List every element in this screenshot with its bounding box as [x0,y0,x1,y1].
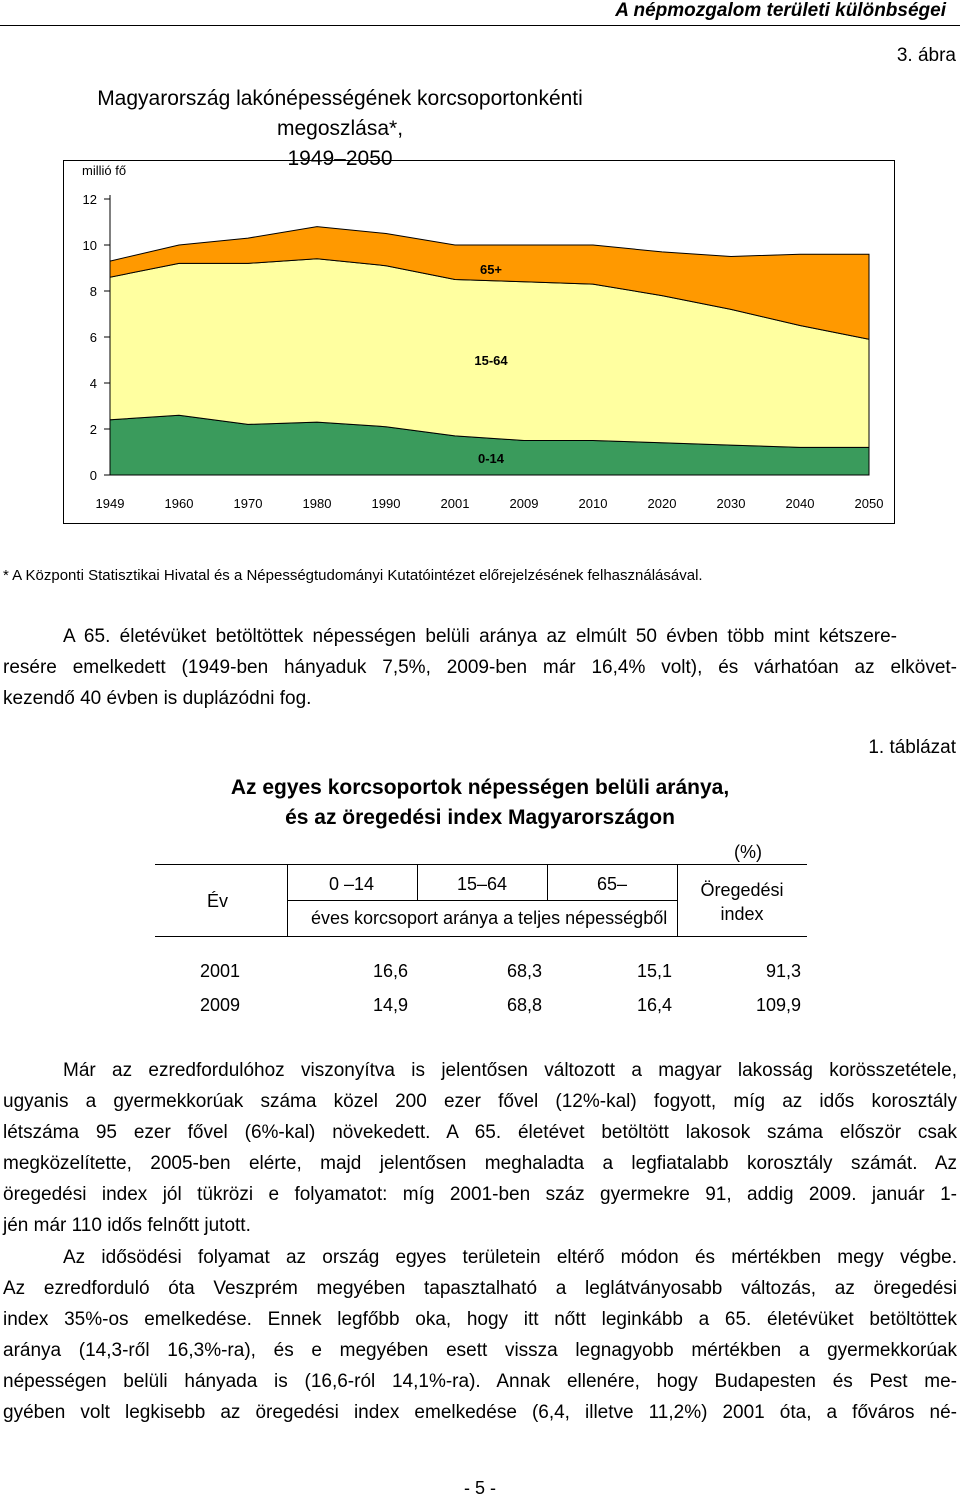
table-header-rule [155,936,807,937]
table-header-sub: éves korcsoport aránya a teljes népességből [311,908,668,928]
table-cell: 68,3 [506,961,542,981]
table-header-index-line1: Öregedési [700,880,784,900]
x-tick-label: 2020 [647,496,677,511]
chart-frame [63,160,895,524]
table-top-rule [155,864,807,865]
x-tick-label: 2009 [509,496,539,511]
paragraph-3-line: népességen belüli hányada is (16,6-ról 14,1%-ra). Annak ellenére, hogy Budapesten és Pest me- [3,1371,957,1392]
paragraph-1-line: kezendő 40 évben is duplázódni fog. [3,688,312,709]
table-title-line2: és az öregedési index Magyarországon [285,806,675,829]
x-tick-label: 1980 [302,496,332,511]
paragraph-3 [63,1242,957,1273]
paragraph-2-line: létszáma 95 ezer fővel (6%-kal) növekedett. A 65. életévet betöltött lakosok száma először csak [3,1122,957,1143]
table-number: 1. táblázat [868,737,956,758]
table-title [180,773,780,833]
paragraph-1-cont [3,652,957,714]
y-tick-label: 10 [82,238,97,253]
paragraph-2-line: Már az ezredfordulóhoz viszonyítva is jelentősen változott a magyar lakosság korösszetétele, [63,1060,957,1081]
table-unit: (%) [734,842,762,862]
table-header-index-line2: index [720,904,764,924]
x-tick-label: 1960 [164,496,194,511]
table-sub-rule [287,900,677,901]
header-rule [0,25,960,26]
paragraph-1-line: resére emelkedett (1949-ben hányaduk 7,5%, 2009-ben már 16,4% volt), és várhatóan az elkövet- [3,657,957,678]
table-header-index [678,878,806,926]
y-tick-label: 6 [89,330,97,345]
y-axis-label: millió fő [82,163,127,178]
table-vrule-4 [677,864,678,936]
x-tick-label: 2010 [578,496,608,511]
table-cell: 109,9 [755,995,801,1015]
paragraph-3-line: Az idősödési folyamat az ország egyes területein eltérő módon és mértékben megy végbe. [63,1247,957,1268]
paragraph-1-line: A 65. életévüket betöltöttek népességen belüli aránya az elmúlt 50 évben több mint kétszere- [63,626,897,647]
population-area-chart [64,161,896,525]
table-header-65: 65– [597,874,628,894]
table-cell: 16,6 [372,961,408,981]
table-cell: 16,4 [636,995,672,1015]
y-tick-label: 0 [89,468,97,483]
paragraph-3-line: aránya (14,3-ről 16,3%-ra), és e megyében esett vissza legnagyobb mértékben a gyermekkorúak [3,1340,957,1361]
x-tick-label: 2050 [854,496,884,511]
paragraph-2-line: öregedési index jól tükrözi e folyamatot: míg 2001-ben száz gyermekre 91, addig 2009. január 1- [3,1184,957,1205]
table-vrule-2 [417,864,418,900]
paragraph-2-cont [3,1086,957,1241]
x-tick-label: 1949 [95,496,125,511]
y-tick-label: 2 [89,422,97,437]
paragraph-1 [63,621,897,652]
y-tick-label: 12 [82,192,97,207]
paragraph-2-line: ugyanis a gyermekkorúak száma közel 200 ezer fővel (12%-kal) fogyott, míg az idős korosztály [3,1091,957,1112]
table-title-line1: Az egyes korcsoportok népességen belüli aránya, [230,776,730,799]
x-tick-label: 1990 [371,496,401,511]
table-cell-year: 2001 [200,961,241,981]
table-cell-year: 2009 [200,995,241,1015]
x-tick-label: 2030 [716,496,746,511]
y-tick-label: 8 [89,284,97,299]
paragraph-3-line: Az ezredforduló óta Veszprém megyében tapasztalható a leglátványosabb változás, az öregedési [3,1278,957,1299]
y-tick-label: 4 [89,376,97,391]
x-tick-label: 2040 [785,496,815,511]
figure-number: 3. ábra [896,45,956,66]
series-label-0-14: 0-14 [477,451,505,466]
table-header-0-14: 0 –14 [329,874,375,894]
table-cell: 15,1 [636,961,672,981]
table-cell: 91,3 [765,961,801,981]
table-header-year: Év [207,891,229,911]
paragraph-2-line: jén már 110 idős felnőtt jutott. [3,1215,251,1236]
table-cell: 68,8 [506,995,542,1015]
paragraph-2-line: megközelítette, 2005-ben elérte, majd jelentősen meghaladta a legfiatalabb korosztály számát. Az [3,1153,957,1174]
chart-title-line2: 1949–2050 [287,147,393,170]
paragraph-3-cont [3,1273,957,1428]
page-number: - 5 - [463,1478,496,1498]
paragraph-3-line: index 35%-os emelkedése. Ennek legfőbb oka, hogy itt nőtt leginkább a 65. életévüket betöltöttek [3,1309,957,1330]
series-label-15-64: 15-64 [474,353,508,369]
chart-title-line1: Magyarország lakónépességének korcsoportonkénti megoszlása*, [97,87,583,140]
paragraph-2 [63,1055,957,1086]
table-vrule-3 [547,864,548,900]
chart-footnote: * A Központi Statisztikai Hivatal és a Népességtudományi Kutatóintézet előrejelzésének felhasználásával. [3,567,703,584]
x-tick-label: 1970 [233,496,263,511]
paragraph-3-line: gyében volt legkisebb az öregedési index emelkedése (6,4, illetve 11,2%) 2001 óta, a főváros né- [3,1402,957,1423]
table-header-15-64: 15–64 [457,874,508,894]
table-vrule-1 [287,864,288,936]
series-label-65+: 65+ [479,261,503,277]
x-tick-label: 2001 [440,496,470,511]
running-header: A népmozgalom területi különbségei [615,0,946,21]
table-cell: 14,9 [372,995,408,1015]
